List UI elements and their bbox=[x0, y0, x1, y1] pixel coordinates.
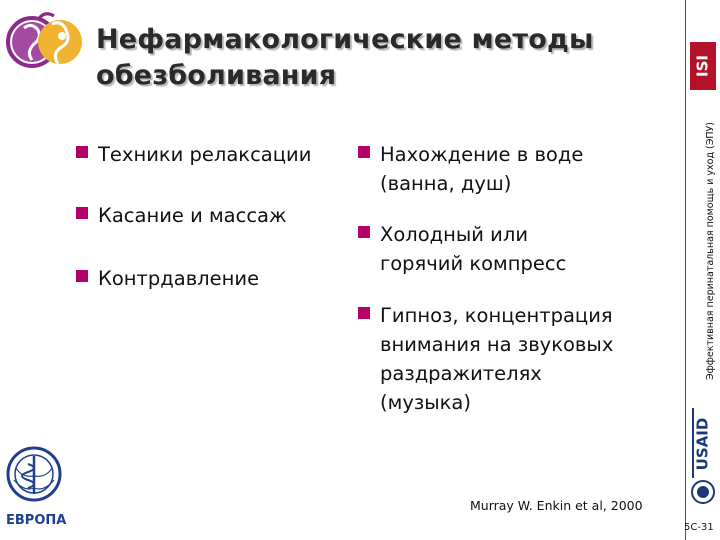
list-item-line: Нахождение в воде bbox=[380, 143, 584, 166]
slide-number: 5C-31 bbox=[684, 522, 714, 533]
bullet-square-icon bbox=[358, 226, 370, 238]
who-region-label: ЕВРОПА bbox=[6, 513, 67, 528]
sidebar-vertical-text: Эффективная перинатальная помощь и уход (ЭПУ) bbox=[705, 121, 716, 380]
sidebar-divider bbox=[685, 0, 686, 540]
list-item bbox=[352, 301, 652, 417]
list-item-text: Контрдавление bbox=[98, 267, 260, 290]
list-item-line: горячий компресс bbox=[380, 252, 567, 275]
who-emblem-icon bbox=[4, 440, 64, 512]
list-item bbox=[70, 140, 340, 169]
list-item bbox=[352, 220, 652, 278]
slide-title bbox=[96, 22, 656, 94]
list-item-line: Холодный или bbox=[380, 223, 528, 246]
left-bullet-list bbox=[70, 140, 340, 293]
bullet-square-icon bbox=[76, 146, 88, 158]
list-item bbox=[70, 201, 340, 230]
list-item-text: Техники релаксации bbox=[98, 143, 312, 166]
usaid-logo-label: USAID bbox=[693, 417, 712, 471]
list-item-line: Гипноз, концентрация bbox=[380, 304, 613, 327]
list-item bbox=[352, 140, 652, 198]
title-line-2: обезболивания bbox=[96, 60, 337, 91]
list-item-line: (музыка) bbox=[380, 391, 471, 414]
list-item-line: раздражителях bbox=[380, 362, 542, 385]
isi-logo-text bbox=[690, 42, 716, 90]
bullet-square-icon bbox=[76, 207, 88, 219]
bullet-square-icon bbox=[76, 270, 88, 282]
usaid-logo-icon bbox=[688, 404, 718, 514]
citation-text: Murray W. Enkin et al, 2000 bbox=[470, 498, 643, 513]
list-item bbox=[70, 264, 340, 293]
bullet-square-icon bbox=[358, 307, 370, 319]
list-item-line: внимания на звуковых bbox=[380, 333, 614, 356]
title-line-1: Нефармакологические методы bbox=[96, 24, 594, 55]
bullet-square-icon bbox=[358, 146, 370, 158]
right-bullet-list bbox=[352, 140, 652, 417]
list-item-line: (ванна, душ) bbox=[380, 172, 512, 195]
pregnancy-logo-icon bbox=[4, 6, 86, 78]
list-item-text: Касание и массаж bbox=[98, 204, 287, 227]
isi-logo-label: ISI bbox=[693, 55, 712, 77]
